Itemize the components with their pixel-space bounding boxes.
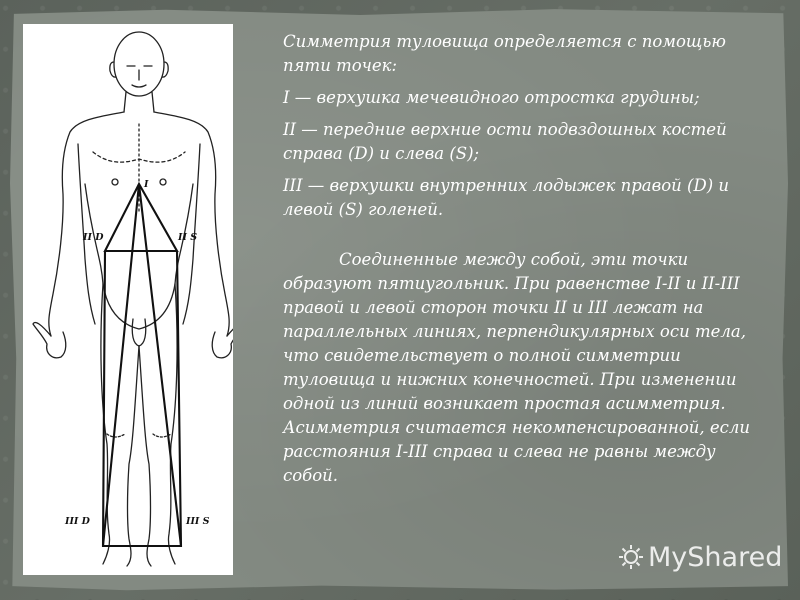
label-III-D: III D bbox=[65, 516, 90, 527]
left-leg bbox=[139, 284, 177, 566]
knees bbox=[107, 434, 171, 437]
paragraph-point-II: II — передние верхние ости подвздошных костей справа (D) и слева (S); bbox=[283, 120, 727, 163]
left-nipple bbox=[160, 179, 166, 185]
paragraph-point-III: III — верхушки внутренних лодыжек правой (D) и левой (S) голеней. bbox=[283, 176, 729, 219]
body-symmetry-figure bbox=[23, 24, 233, 575]
paragraph-explanation: Соединенные между собой, эти точки образуют пятиугольник. При равенстве I-II и II-III правой и левой сторон точки II и III лежат на параллельных линиях, перпендикулярных оси тела, что свидетельствует о полной симметрии туловища и нижних конечностей. При изменении одной из линий возникает простая асимметрия. Асимметрия считается некомпенсированной, если расстояния I-III справа и слева не равны между собой. bbox=[283, 250, 751, 485]
paragraph-intro: Симметрия туловища определяется с помощью пяти точек: bbox=[283, 32, 726, 75]
symmetry-pentagon bbox=[103, 184, 181, 546]
myshared-watermark bbox=[616, 540, 782, 574]
genital-outline bbox=[132, 319, 146, 346]
label-I: I bbox=[144, 179, 149, 190]
neck bbox=[124, 92, 154, 112]
label-II-D: II D bbox=[83, 232, 104, 243]
face-features bbox=[127, 66, 152, 87]
left-hand bbox=[212, 323, 233, 358]
watermark-text: MyShared bbox=[648, 541, 783, 573]
paragraph-point-I: I — верхушка мечевидного отростка грудины; bbox=[283, 88, 700, 107]
label-II-S: II S bbox=[178, 232, 198, 243]
label-III-S: III S bbox=[186, 516, 210, 527]
right-leg bbox=[101, 284, 139, 566]
right-nipple bbox=[112, 179, 118, 185]
text-column bbox=[283, 30, 761, 496]
myshared-logo-icon bbox=[616, 542, 646, 572]
body-diagram bbox=[23, 24, 233, 575]
pelvis-outline bbox=[103, 284, 175, 329]
